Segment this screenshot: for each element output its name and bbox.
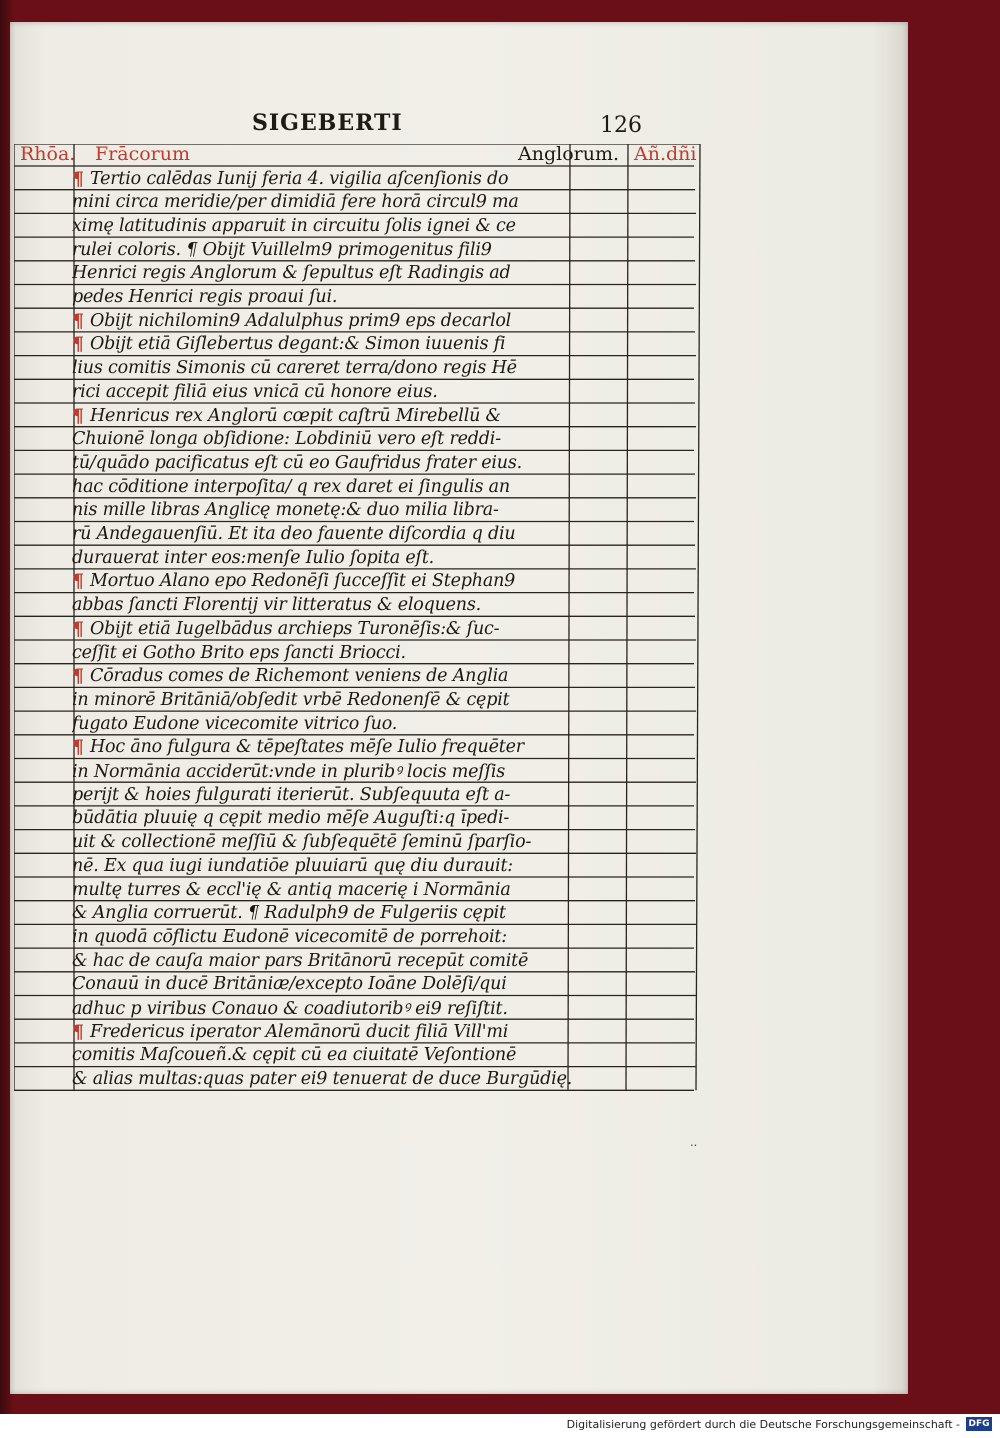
row-text: in quodā cōflictu Eudonē vicecomitē de porrehoit:: [72, 926, 507, 947]
table-row: [72, 404, 572, 427]
rubric-pilcrow-icon: ¶: [72, 570, 85, 593]
table-row: [72, 546, 572, 569]
table-row: [72, 973, 572, 996]
table-row: [72, 451, 572, 474]
row-text: pedes Henrici regis proaui ſui.: [72, 287, 338, 307]
row-text: & hac de cauſa maior pars Britānorū recepūt comitē: [72, 950, 529, 971]
rubric-pilcrow-icon: ¶: [72, 309, 85, 332]
table-row: [72, 309, 572, 332]
rubric-pilcrow-icon: ¶: [72, 736, 85, 759]
row-text: rulei coloris. ¶ Obijt Vuillelm9 primogenitus fili9: [72, 239, 492, 260]
row-text: ceſſit ei Gotho Brito eps ſancti Briocci.: [72, 642, 406, 663]
table-row: [72, 262, 572, 285]
table-row: [72, 736, 572, 759]
row-text: Henrici regis Anglorum & ſepultus eſt Radingis ad: [72, 263, 511, 284]
column-rule: [696, 144, 700, 1090]
row-text: būdātia pluuię q cępit medio mēſe Auguſti:q īpedi-: [72, 808, 510, 829]
rubric-pilcrow-icon: ¶: [72, 333, 85, 356]
row-text: lius comitis Simonis cū careret terra/dono regis Hē: [72, 358, 517, 379]
table-row: [72, 712, 572, 735]
column-header-francorum: Frācorum: [95, 143, 191, 165]
table-row: [72, 997, 572, 1020]
table-row: [72, 167, 572, 190]
column-header-anno-domini: Añ.dñi: [634, 143, 697, 165]
table-row: [72, 333, 572, 356]
row-text: nē. Ex qua iugi iundatiōe pluuiarū quę diu durauit:: [72, 855, 513, 876]
row-text: Conauū in ducē Britāniæ/excepto Ioāne Dolēſi/qui: [72, 974, 507, 995]
row-text: abbas ſancti Florentij vir litteratus & eloquens.: [72, 595, 482, 616]
rubric-pilcrow-icon: ¶: [72, 1020, 85, 1043]
table-row: [72, 760, 572, 783]
table-row: [72, 238, 572, 261]
row-text: in Normānia acciderūt:vnde in pluribꝰ locis meſſis: [72, 762, 506, 782]
row-text: Cōradus comes de Richemont veniens de Anglia: [90, 666, 509, 687]
table-row: [72, 902, 572, 925]
rubric-pilcrow-icon: ¶: [72, 665, 85, 688]
table-row: [72, 357, 572, 380]
table-row: [72, 214, 572, 237]
table-row: [72, 594, 572, 617]
digitization-credit: Digitalisierung gefördert durch die Deutsche Forschungsgemeinschaft -: [566, 1418, 960, 1431]
table-row: [72, 783, 572, 806]
folio-number: 126: [600, 113, 642, 138]
row-text: Chuionē longa obſidione: Lobdiniū vero eſt reddi-: [72, 429, 501, 450]
row-text: hac cōditione interpoſita/ q rex daret ei ſingulis an: [72, 476, 510, 497]
row-text: nis mille libras Anglicę monetę:& duo milia libra-: [72, 500, 499, 521]
table-row: [72, 380, 572, 403]
rubric-pilcrow-icon: ¶: [72, 617, 85, 640]
table-row: [72, 1068, 572, 1091]
row-text: fugato Eudone vicecomite vitrico ſuo.: [72, 713, 398, 734]
row-text: rū Andegauenſiū. Et ita deo fauente diſcordia q diu: [72, 524, 516, 544]
row-text: comitis Maſcoueñ.& cępit cū ea ciuitatē Veſontionē: [72, 1045, 517, 1066]
running-head: SIGEBERTI: [252, 110, 403, 136]
row-text: perijt & hoies fulgurati iterierūt. Subſequuta eſt a-: [72, 784, 511, 805]
table-row: [72, 475, 572, 498]
rubric-pilcrow-icon: ¶: [72, 167, 85, 190]
row-text: Fredericus iperator Alemānorū ducit filiā Vill'mi: [90, 1021, 509, 1042]
row-text: & alias multas:quas pater ei9 tenuerat de duce Burgūdię.: [72, 1069, 572, 1090]
table-row: [72, 949, 572, 972]
row-text: adhuc p viribus Conauo & coadiutoribꝰ ei9 reſiſtit.: [72, 999, 508, 1019]
table-row: [72, 499, 572, 522]
row-text: Obijt etiā Iugelbādus archieps Turonēſis:& ſuc-: [90, 618, 500, 639]
table-row: [72, 1020, 572, 1043]
table-row: [72, 925, 572, 948]
row-text: in minorē Britāniā/obſedit vrbē Redonenſē & cępit: [72, 689, 510, 710]
table-row: [72, 286, 572, 309]
row-text: multę turres & eccl'ię & antiq macerię i Normānia: [72, 879, 511, 900]
row-text: Obijt nichilomin9 Adalulphus prim9 eps decarlol: [90, 310, 512, 331]
row-text: Tertio calēdas Iunij feria 4. vigilia aſcenſionis do: [90, 168, 509, 189]
table-row: [72, 1044, 572, 1067]
column-header-rhoa: Rhōa.: [20, 143, 76, 165]
column-header-anglorum: Anglorum.: [518, 143, 620, 165]
table-row: [72, 641, 572, 664]
margin-mark: ‥: [690, 1136, 698, 1149]
table-row: [72, 807, 572, 830]
table-row: [72, 523, 572, 546]
row-text: Hoc āno fulgura & tēpeſtates mēſe Iulio frequēter: [90, 737, 524, 758]
table-row: [72, 878, 572, 901]
table-row: [72, 665, 572, 688]
table-row: [72, 428, 572, 451]
row-text: Mortuo Alano epo Redonēſi ſucceſſit ei Stephan9: [90, 571, 516, 592]
rubric-pilcrow-icon: ¶: [72, 404, 85, 427]
row-text: durauerat inter eos:menſe Iulio ſopita eſt.: [72, 547, 435, 568]
row-text: tū/quādo pacificatus eſt cū eo Gaufridus frater eius.: [72, 452, 523, 473]
row-text: Henricus rex Anglorū cœpit caſtrū Mirebellū &: [90, 405, 501, 426]
table-row: [72, 570, 572, 593]
row-text: mini circa meridie/per dimidiā fere horā circul9 ma: [72, 192, 519, 213]
table-row: [72, 688, 572, 711]
table-row: [72, 191, 572, 214]
row-text: uit & collectionē meſſiū & ſubſequētē ſeminū ſparſio-: [72, 832, 532, 853]
table-row: [72, 617, 572, 640]
dfg-logo: DFG: [966, 1417, 992, 1431]
table-row: [72, 831, 572, 854]
row-text: rici accepit filiā eius vnicā cū honore eius.: [72, 381, 438, 402]
table-row: [72, 854, 572, 877]
row-text: Obijt etiā Giſlebertus degant:& Simon iuuenis fi: [90, 334, 506, 355]
row-text: & Anglia corruerūt. ¶ Radulph9 de Fulgeriis cępit: [72, 903, 506, 924]
row-text: ximę latitudinis apparuit in circuitu ſolis ignei & ce: [72, 215, 516, 236]
